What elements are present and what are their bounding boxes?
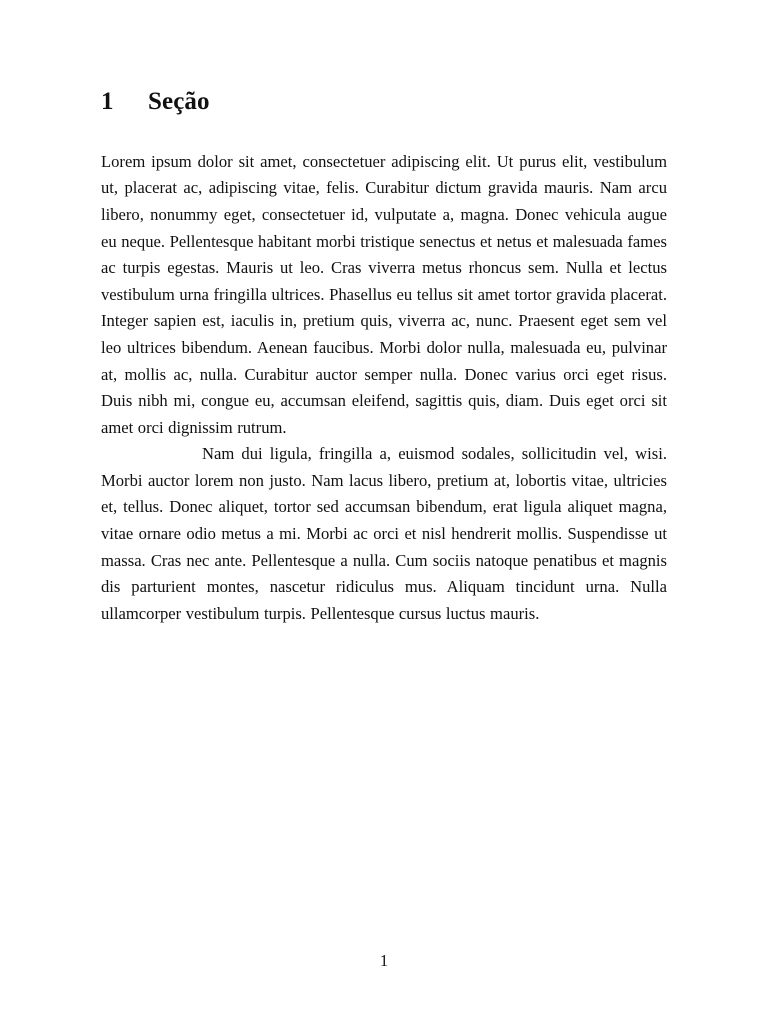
page-number: 1	[379, 951, 389, 970]
section-heading	[101, 88, 667, 117]
body-paragraph-1: Lorem ipsum dolor sit amet, consectetuer adipiscing elit. Ut purus elit, vestibulum ut, placerat ac, adipiscing vitae, felis. Curabitur dictum gravida mauris. Nam arcu libero, nonummy eget, consectetuer id, vulputate a, magna. Donec vehicula augue eu neque. Pellentesque habitant morbi tristique senectus et netus et malesuada fames ac turpis egestas. Mauris ut leo. Cras viverra metus rhoncus sem. Nulla et lectus vestibulum urna fringilla ultrices. Phasellus eu tellus sit amet tortor gravida placerat. Integer sapien est, iaculis in, pretium quis, viverra ac, nunc. Praesent eget sem vel leo ultrices bibendum. Aenean faucibus. Morbi dolor nulla, malesuada eu, pulvinar at, mollis ac, nulla. Curabitur auctor semper nulla. Donec varius orci eget risus. Duis nibh mi, congue eu, accumsan eleifend, sagittis quis, diam. Duis eget orci sit amet orci dignissim rutrum.	[101, 151, 667, 437]
page-content	[101, 88, 667, 627]
body-paragraph-2: Nam dui ligula, fringilla a, euismod sodales, sollicitudin vel, wisi. Morbi auctor lorem non justo. Nam lacus libero, pretium at, lobortis vitae, ultricies et, tellus. Donec aliquet, tortor sed accumsan bibendum, erat ligula aliquet magna, vitae ornare odio metus a mi. Morbi ac orci et nisl hendrerit mollis. Suspendisse ut massa. Cras nec ante. Pellentesque a nulla. Cum sociis natoque penatibus et magnis dis parturient montes, nascetur ridiculus mus. Aliquam tincidunt urna. Nulla ullamcorper vestibulum turpis. Pellentesque cursus luctus mauris.	[101, 444, 667, 623]
section-number: 1	[101, 88, 114, 115]
section-title: Seção	[148, 88, 210, 115]
